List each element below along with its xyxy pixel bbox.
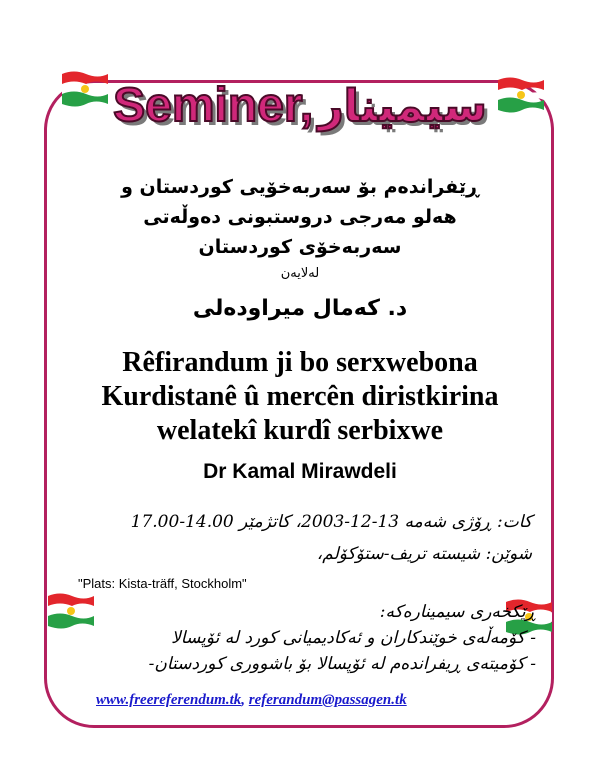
organizers-heading: ڕێکخەری سیمینارەکە: [379,602,536,622]
website-link[interactable]: www.freereferendum.tk [96,692,242,708]
time-label: کات: [496,512,532,532]
seminar-title [0,78,600,138]
place-line [92,544,532,564]
by-label: لەلایەن [280,266,320,281]
place-label: شوێن: [485,544,532,564]
plats-text: "Plats: Kista-träff, Stockholm" [78,576,247,591]
latin-title [60,346,540,448]
time-text: ڕۆژی شەمە 13-12-2003، کاتژمێر 14.00-17.00 [130,512,492,532]
email-link[interactable]: referandum@passagen.tk [248,692,407,708]
kurdish-title-line: سەربەخۆی کوردستان [198,236,402,258]
kurdish-title-line: هەلو مەرجی دروستبونی دەوڵەتی [143,206,457,228]
latin-title-line: Kurdistanê û mercên diristkirina [101,381,499,412]
place-text: شیستە تریف-ستۆکۆلم، [316,544,481,564]
latin-title-line: Rêfirandum ji bo serxwebona [122,347,478,378]
title-latin: Seminer [113,79,300,132]
kurdish-title-line: ڕێفراندەم بۆ سەربەخۆیی کوردستان و [121,176,479,198]
author-latin: Dr Kamal Mirawdeli [203,460,397,483]
title-comma: , [299,79,314,132]
organizer-item: - کۆمیتەی ڕیفراندەم لە ئۆپسالا بۆ باشووری کوردستان- [148,654,536,674]
title-kurdish: سیمینار [318,81,487,132]
latin-title-line: welatekî kurdî serbixwe [156,415,444,446]
kurdish-title [60,172,540,262]
author-kurdish: د. کەمال میراودەلی [192,296,408,321]
link-separator: , [241,692,249,708]
kurdistan-flag-icon [46,590,96,630]
contact-links [96,692,407,709]
organizer-item: - کۆمەڵەی خوێندکاران و ئەکادیمیانی کورد لە ئۆپسالا [171,628,536,648]
time-line [92,512,532,532]
